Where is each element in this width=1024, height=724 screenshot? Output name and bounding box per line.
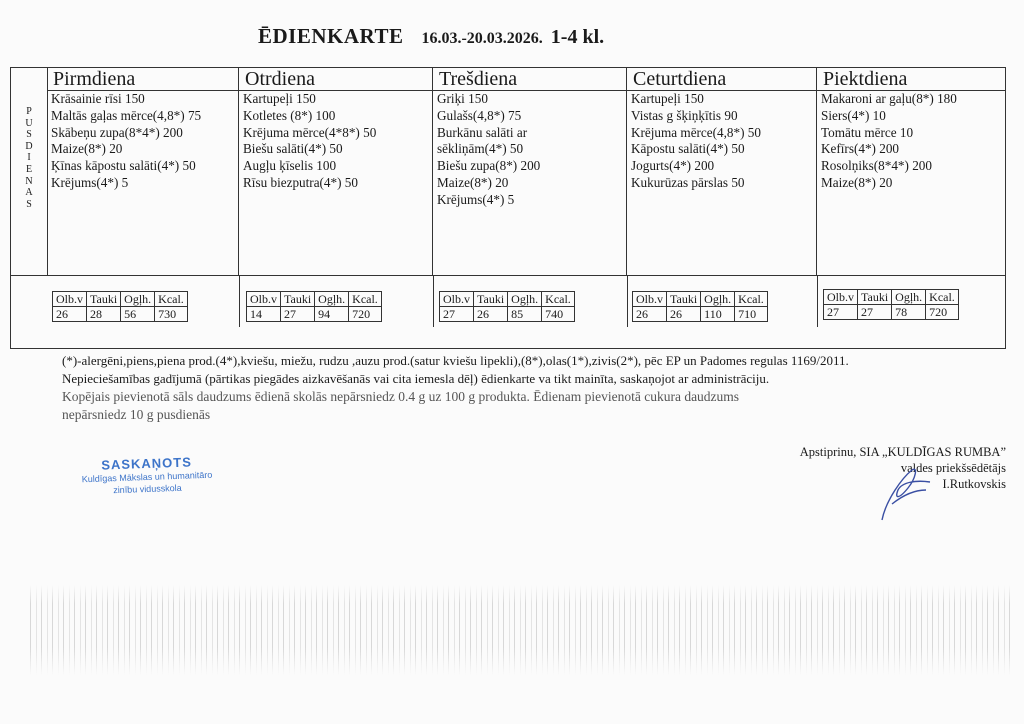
day-name: Piektdiena: [817, 68, 1005, 91]
day-column-friday: [817, 68, 1005, 275]
menu-dates: 16.03.-20.03.2026.: [421, 30, 543, 47]
dish-item: Kartupeļi 150: [243, 91, 316, 106]
day-column-wednesday: [433, 68, 627, 275]
nutrition-table: Olb.v Tauki Ogļh. Kcal. 27 26 85 740: [439, 291, 575, 322]
day-column-tuesday: [239, 68, 433, 275]
dish-list: [627, 91, 816, 192]
dish-item: Krējuma mērce(4,8*) 50: [631, 124, 761, 140]
dish-item: Maize(8*) 20: [437, 174, 509, 190]
nutrition-table: Olb.v Tauki Ogļh. Kcal. 26 28 56 730: [52, 291, 188, 322]
dish-item: Krējums(4*) 5: [437, 191, 515, 207]
dish-item: Gulašs(4,8*) 75: [437, 107, 522, 123]
dish-item: Kartupeļi 150: [631, 91, 704, 106]
dish-item: Siers(4*) 10: [821, 107, 886, 123]
allergen-note: (*)-alergēni,piens,piena prod.(4*),kviešu, miežu, rudzu ,auzu prod.(satur kviešu lipekli),(8*),olas(1*),zivis(2*), pēc EP un Padomes regulas 1169/2011.: [62, 353, 849, 368]
dish-item: Skābeņu zupa(8*4*) 200: [51, 124, 183, 140]
dish-item: Kāpostu salāti(4*) 50: [631, 141, 745, 157]
dish-item: Jogurts(4*) 200: [631, 158, 715, 174]
dish-list: [239, 91, 432, 192]
dish-list: [47, 91, 238, 192]
menu-grade: 1-4 kl.: [550, 26, 605, 48]
nutrition-table: Olb.v Tauki Ogļh. Kcal. 14 27 94 720: [246, 291, 382, 322]
day-name: Otrdiena: [239, 68, 432, 91]
menu-table: [10, 67, 1006, 349]
day-column-thursday: [627, 68, 817, 275]
sugar-note: nepārsniedz 10 g pusdienās: [62, 407, 211, 422]
dish-item: Maltās gaļas mērce(4,8*) 75: [51, 107, 202, 123]
dish-item: Maize(8*) 20: [821, 174, 893, 190]
dish-list: [433, 91, 626, 209]
approval-stamp: SASKAŅOTS Kuldīgas Mākslas un humanitāro zinību vidusskola: [81, 454, 213, 496]
nutrition-table: Olb.v Tauki Ogļh. Kcal. 26 26 110 710: [632, 291, 768, 322]
column-divider: [239, 275, 240, 327]
dish-item: Burkānu salāti ar: [437, 124, 528, 140]
column-divider: [627, 275, 628, 327]
dish-item: Krējums(4*) 5: [51, 174, 129, 190]
scan-artifact: [30, 585, 1015, 675]
dish-item: Kefīrs(4*) 200: [821, 141, 900, 157]
day-name: Pirmdiena: [47, 68, 238, 91]
menu-title: ĒDIENKARTE: [258, 24, 404, 48]
day-name: Trešdiena: [433, 68, 626, 91]
nutrition-divider: [11, 275, 1005, 276]
dish-item: Biešu salāti(4*) 50: [243, 141, 343, 157]
approval-name: I.Rutkovskis: [942, 477, 1006, 491]
change-note: Nepieciešamības gadījumā (pārtikas piegādes aizkavēšanās vai cita iemesla dēļ) ēdienkarte va tikt mainīta, saskaņojot ar administrāciju.: [62, 371, 770, 386]
column-divider: [433, 275, 434, 327]
column-divider: [817, 275, 818, 327]
dish-item: Griķi 150: [437, 91, 488, 106]
dish-item: Kotletes (8*) 100: [243, 107, 336, 123]
dish-item: Kukurūzas pārslas 50: [631, 174, 745, 190]
signature-icon: [872, 460, 942, 526]
approval-company: Apstiprinu, SIA „KULDĪGAS RUMBA”: [799, 445, 1006, 459]
nutrition-table: Olb.v Tauki Ogļh. Kcal. 27 27 78 720: [823, 289, 959, 320]
dish-item: Maize(8*) 20: [51, 141, 123, 157]
salt-note: Kopējais pievienotā sāls daudzums ēdienā skolās nepārsniedz 0.4 g uz 100 g produkta. Ēdienam pievienotā cukura daudzums: [62, 389, 740, 404]
dish-item: Rīsu biezputra(4*) 50: [243, 174, 358, 190]
notes-section: [62, 352, 992, 424]
row-label-text: P U S D I E N A S: [25, 106, 33, 210]
dish-item: Vistas g šķiņķītis 90: [631, 107, 738, 123]
dish-item: Krāsainie rīsi 150: [51, 91, 145, 106]
dish-item: Rosolņiks(8*4*) 200: [821, 158, 932, 174]
page-title: [258, 24, 604, 49]
dish-item: Makaroni ar gaļu(8*) 180: [821, 91, 957, 106]
dish-list: [817, 91, 1005, 192]
day-name: Ceturtdiena: [627, 68, 816, 91]
dish-item: Augļu ķīselis 100: [243, 158, 337, 174]
row-label-lunch: [11, 68, 48, 275]
dish-item: sēkliņām(4*) 50: [437, 141, 524, 157]
day-column-monday: [47, 68, 239, 275]
dish-item: Biešu zupa(8*) 200: [437, 158, 541, 174]
dish-item: Krējuma mērce(4*8*) 50: [243, 124, 377, 140]
approval-position: valdes priekšsēdētājs: [900, 461, 1006, 475]
dish-item: Tomātu mērce 10: [821, 124, 914, 140]
dish-item: Ķīnas kāpostu salāti(4*) 50: [51, 158, 196, 174]
